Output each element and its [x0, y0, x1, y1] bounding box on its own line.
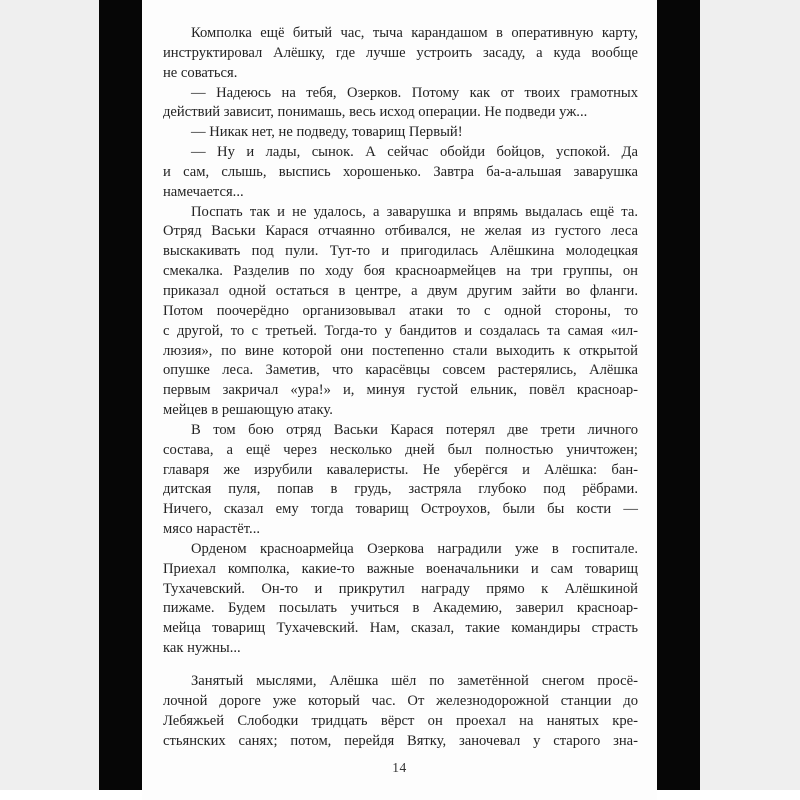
- text-line: приказал одной остаться в центре, а двум другим зайти во фланги.: [163, 282, 638, 299]
- text-line: действий зависит, понимашь, весь исход операции. Не подведи уж...: [163, 104, 588, 121]
- scan-left-margin: [0, 0, 100, 790]
- text-line: мейцев в решающую атаку.: [163, 402, 333, 419]
- paragraph: [163, 203, 638, 421]
- page-number: 14: [392, 760, 407, 775]
- text-line: не соваться.: [163, 64, 238, 81]
- scan-right-margin: [700, 0, 800, 790]
- text-line: и сам, слышь, выспись хорошенько. Завтра ба-а-альшая заварушка: [163, 163, 638, 180]
- text-line: с другой, то с третьей. Тогда-то у бандитов и создалась та самая «ил-: [163, 322, 638, 339]
- page-edge-shadow-right: [657, 0, 700, 790]
- text-line: опушке леса. Заметив, что карасёвцы совсем растерялись, Алёшка: [163, 362, 638, 379]
- text-line: состава, а ещё через несколько дней был полностью уничтожен;: [163, 441, 638, 458]
- text-line: Приехал комполка, какие-то важные военачальники и сам товарищ: [163, 560, 638, 577]
- page-edge-shadow-left: [99, 0, 142, 790]
- text-line: Занятый мыслями, Алёшка шёл по заметённой снегом просё-: [191, 673, 638, 689]
- text-line: Орденом красноармейца Озеркова наградили уже в госпитале.: [191, 540, 638, 557]
- paragraph: [163, 540, 638, 659]
- text-line: выскакивать под пули. Тут-то и пригодилась Алёшкина молодецкая: [163, 243, 638, 260]
- text-line: дитская пуля, попав в грудь, застряла глубоко под рёбрами.: [163, 481, 638, 498]
- paragraph: [163, 421, 638, 540]
- text-block: [163, 24, 638, 751]
- text-line: стьянских санях; потом, перейдя Вятку, заночевал у старого зна-: [163, 732, 638, 749]
- text-line: мейца товарищ Тухачевский. Нам, сказал, такие командиры страсть: [163, 620, 638, 637]
- paragraph: [163, 84, 638, 124]
- paragraph: [163, 672, 638, 751]
- text-line: первым закричал «ура!» и, минуя густой ельник, повёл красноар-: [163, 382, 638, 399]
- text-line: Лебяжьей Слободки тридцать вёрст он проехал на нанятых кре-: [163, 712, 638, 729]
- text-line: главаря же изрубили кавалеристы. Не уберёгся и Алёшка: бан-: [163, 461, 638, 478]
- text-line: — Никак нет, не подведу, товарищ Первый!: [191, 124, 463, 141]
- text-line: люзия», по вине которой они постепенно стали выходить к открытой: [163, 342, 638, 359]
- text-line: инструктировал Алёшку, где лучше устроить засаду, а куда вообще: [163, 44, 638, 61]
- text-line: как нужны...: [163, 640, 241, 657]
- text-line: Ничего, сказал ему тогда товарищ Остроухов, были бы кости —: [163, 501, 638, 518]
- text-line: лочной дороге уже который час. От железнодорожной станции до: [163, 692, 638, 709]
- book-page: [142, 0, 657, 800]
- text-line: намечается...: [163, 183, 244, 200]
- text-line: мясо нарастёт...: [163, 521, 260, 538]
- text-line: Потом поочерёдно организовывал атаки то с одной стороны, то: [163, 302, 638, 319]
- text-line: Комполка ещё битый час, тыча карандашом в оперативную карту,: [191, 25, 638, 41]
- paragraph: [163, 123, 638, 143]
- paragraph: [163, 143, 638, 203]
- text-line: Отряд Васьки Карася отчаянно отбивался, не желая из густого леса: [163, 223, 638, 240]
- text-line: смекалка. Разделив по ходу боя красноармейцев на три группы, он: [163, 263, 638, 280]
- text-line: Поспать так и не удалось, а заварушка и впрямь выдалась ещё та.: [191, 203, 638, 220]
- text-line: Тухачевский. Он-то и прикрутил награду прямо к Алёшкиной: [163, 580, 638, 597]
- text-line: — Ну и лады, сынок. А сейчас обойди бойцов, успокой. Да: [191, 144, 638, 161]
- paragraph: [163, 24, 638, 84]
- text-line: — Надеюсь на тебя, Озерков. Потому как от твоих грамотных: [191, 84, 638, 101]
- text-line: пижаме. Будем посылать учиться в Академию, заверил красноар-: [163, 600, 638, 617]
- text-line: В том бою отряд Васьки Карася потерял две трети личного: [191, 421, 638, 438]
